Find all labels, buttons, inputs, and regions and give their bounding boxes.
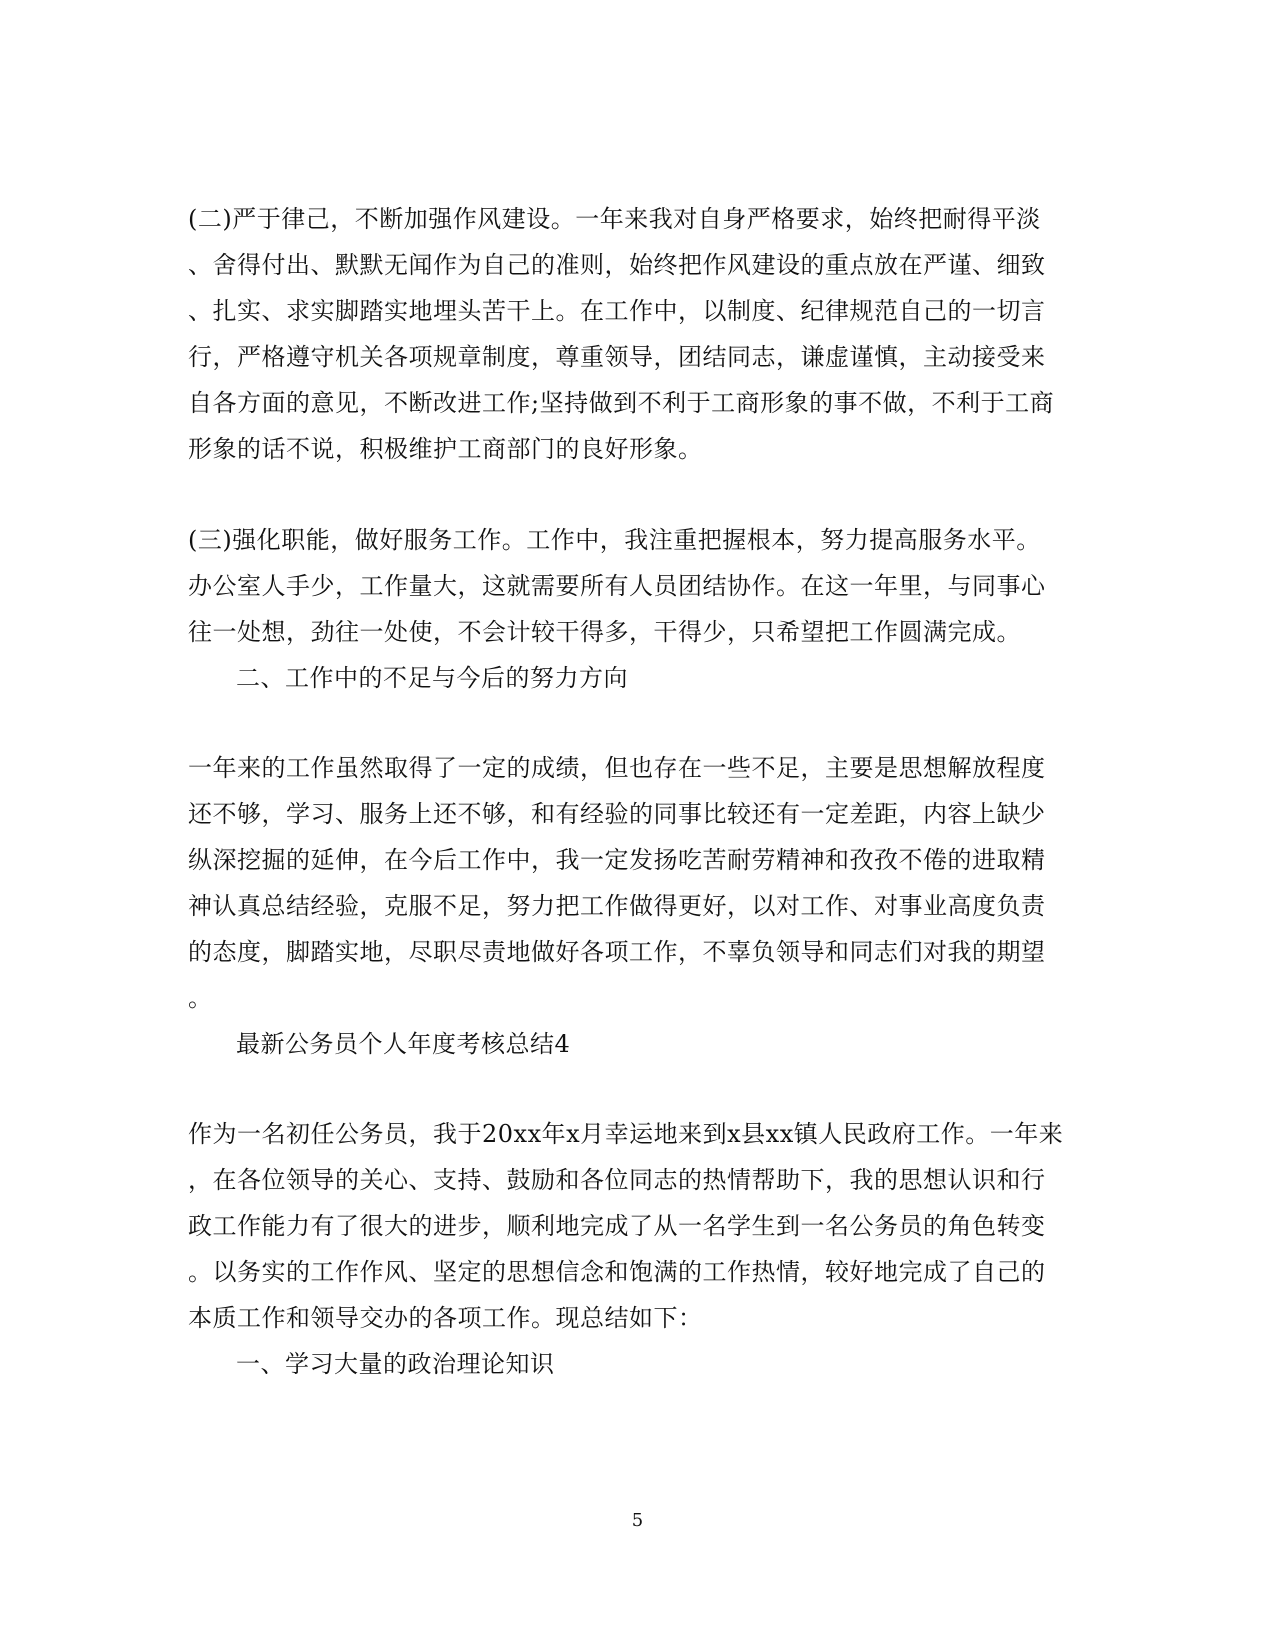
paragraph-2-line-4: 行，严格遵守机关各项规章制度，尊重领导，团结同志，谦虚谨慎，主动接受来 <box>188 343 1046 371</box>
heading-study: 一、学习大量的政治理论知识 <box>236 1350 555 1378</box>
paragraph-2-line-1: (二)严于律己，不断加强作风建设。一年来我对自身严格要求，始终把耐得平淡 <box>188 205 1041 233</box>
paragraph-shortcomings-line-4: 神认真总结经验，克服不足，努力把工作做得更好，以对工作、对事业高度负责 <box>188 892 1046 920</box>
page-number: 5 <box>631 1510 644 1531</box>
paragraph-2-line-5: 自各方面的意见，不断改进工作;坚持做到不利于工商形象的事不做，不利于工商 <box>188 389 1055 417</box>
paragraph-intro-line-4: 。以务实的工作作风、坚定的思想信念和饱满的工作热情，较好地完成了自己的 <box>188 1258 1046 1286</box>
paragraph-3-line-2: 办公室人手少，工作量大，这就需要所有人员团结协作。在这一年里，与同事心 <box>188 572 1046 600</box>
paragraph-intro-line-3: 政工作能力有了很大的进步，顺利地完成了从一名学生到一名公务员的角色转变 <box>188 1212 1046 1240</box>
paragraph-2-line-2: 、舍得付出、默默无闻作为自己的准则，始终把作风建设的重点放在严谨、细致 <box>188 251 1046 279</box>
paragraph-intro-line-5: 本质工作和领导交办的各项工作。现总结如下： <box>188 1304 703 1332</box>
paragraph-3-line-1: (三)强化职能，做好服务工作。工作中，我注重把握根本，努力提高服务水平。 <box>188 526 1041 554</box>
paragraph-intro-line-2: ，在各位领导的关心、支持、鼓励和各位同志的热情帮助下，我的思想认识和行 <box>188 1166 1046 1194</box>
paragraph-2-line-6: 形象的话不说，积极维护工商部门的良好形象。 <box>188 435 703 463</box>
paragraph-intro-line-1: 作为一名初任公务员，我于20xx年x月幸运地来到x县xx镇人民政府工作。一年来 <box>188 1120 1064 1148</box>
heading-shortcomings: 二、工作中的不足与今后的努力方向 <box>236 664 628 692</box>
paragraph-shortcomings-line-6: 。 <box>188 984 213 1012</box>
section-title: 最新公务员个人年度考核总结4 <box>236 1030 571 1058</box>
paragraph-shortcomings-line-5: 的态度，脚踏实地，尽职尽责地做好各项工作，不辜负领导和同志们对我的期望 <box>188 938 1046 966</box>
paragraph-shortcomings-line-3: 纵深挖掘的延伸，在今后工作中，我一定发扬吃苦耐劳精神和孜孜不倦的进取精 <box>188 846 1046 874</box>
paragraph-3-line-3: 往一处想，劲往一处使，不会计较干得多，干得少，只希望把工作圆满完成。 <box>188 618 1021 646</box>
paragraph-shortcomings-line-1: 一年来的工作虽然取得了一定的成绩，但也存在一些不足，主要是思想解放程度 <box>188 754 1046 782</box>
paragraph-2-line-3: 、扎实、求实脚踏实地埋头苦干上。在工作中，以制度、纪律规范自己的一切言 <box>188 297 1046 325</box>
paragraph-shortcomings-line-2: 还不够，学习、服务上还不够，和有经验的同事比较还有一定差距，内容上缺少 <box>188 800 1046 828</box>
